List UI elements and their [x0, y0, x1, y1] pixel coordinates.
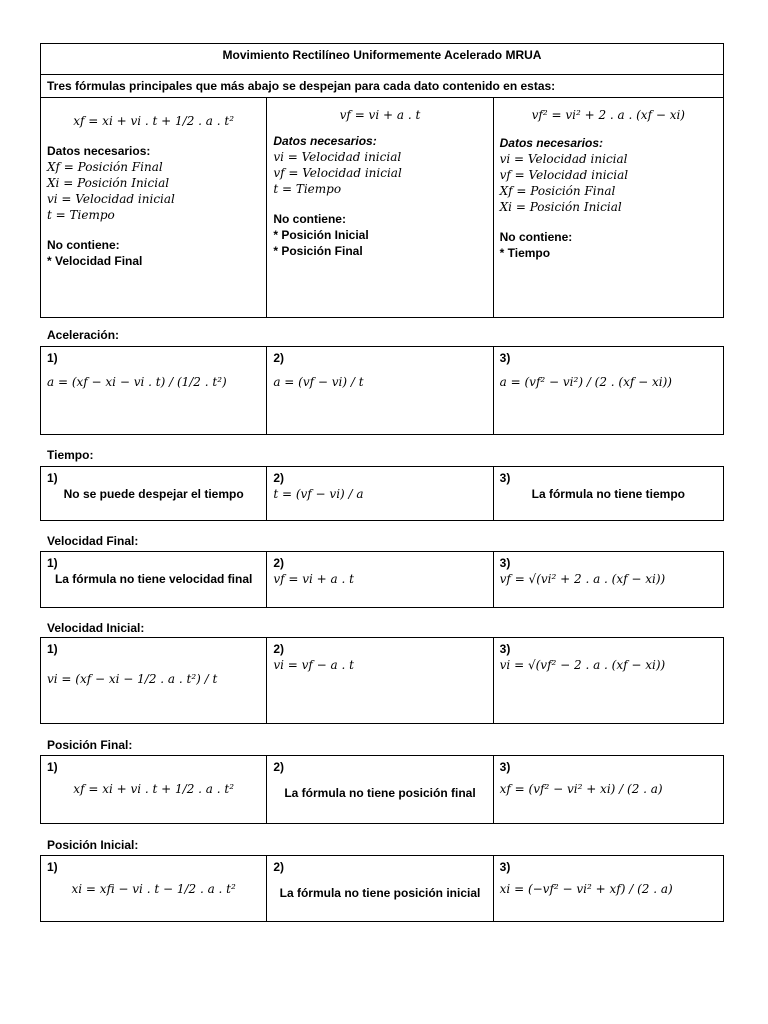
velocidad-final-cell-3 [493, 552, 723, 608]
principal-cell-1 [41, 98, 267, 318]
cell-number: 3) [499, 642, 511, 656]
section-label-velocidad-final: Velocidad Final: [47, 534, 139, 548]
aceleracion-cell-1 [41, 347, 267, 435]
datos-label: Datos necesarios: [273, 134, 377, 148]
formula: vi = vf − a . t [273, 658, 354, 672]
page-subtitle: Tres fórmulas principales que más abajo se despejan para cada dato contenido en estas: [41, 75, 724, 98]
cell-number: 1) [47, 556, 58, 570]
dato-item: vi = Velocidad inicial [47, 192, 175, 206]
no-contiene-item: * Posición Inicial [273, 228, 369, 242]
statement: La fórmula no tiene velocidad final [54, 572, 253, 586]
page-title: Movimiento Rectilíneo Uniformemente Acelerado MRUA [41, 44, 724, 75]
dato-item: Xf = Posición Final [47, 160, 163, 174]
formula: vf = vi + a . t [339, 108, 421, 122]
cell-number: 2) [273, 351, 284, 365]
no-contiene-item: * Velocidad Final [47, 254, 143, 268]
no-contiene-item: * Tiempo [499, 246, 551, 260]
formula: vf = vi + a . t [273, 572, 354, 586]
cell-number: 3) [499, 556, 511, 570]
statement: La fórmula no tiene tiempo [531, 487, 685, 501]
section-label-posicion-inicial: Posición Inicial: [47, 838, 139, 852]
dato-item: Xi = Posición Inicial [47, 176, 170, 190]
posicion-final-cell-3 [493, 756, 723, 824]
velocidad-inicial-cell-1 [41, 638, 267, 724]
no-contiene-label: No contiene: [47, 238, 120, 252]
datos-label: Datos necesarios: [47, 144, 151, 158]
cell-number: 1) [47, 351, 58, 365]
principal-cell-3 [493, 98, 723, 318]
formula: xf = (vf² − vi² + xi) / (2 . a) [499, 782, 663, 796]
formula: xi = xfi − vi . t − 1/2 . a . t² [71, 882, 236, 896]
dato-item: vi = Velocidad inicial [273, 150, 402, 164]
cell-number: 2) [273, 642, 284, 656]
aceleracion-cell-2 [267, 347, 493, 435]
dato-item: vf = Velocidad inicial [273, 166, 402, 180]
cell-number: 3) [499, 351, 511, 365]
posicion-final-table [40, 755, 724, 824]
no-contiene-label: No contiene: [499, 230, 573, 244]
cell-number: 2) [273, 760, 284, 774]
dato-item: t = Tiempo [273, 182, 342, 196]
formula: vf² = vi² + 2 . a . (xf − xi) [531, 108, 685, 122]
posicion-inicial-cell-2 [267, 856, 493, 922]
formula: xf = xi + vi . t + 1/2 . a . t² [73, 782, 235, 796]
cell-number: 2) [273, 471, 284, 485]
cell-number: 1) [47, 471, 58, 485]
velocidad-final-cell-1 [41, 552, 267, 608]
no-contiene-label: No contiene: [273, 212, 346, 226]
dato-item: vi = Velocidad inicial [499, 152, 628, 166]
cell-number: 2) [273, 556, 284, 570]
principal-cell-2 [267, 98, 493, 318]
cell-number: 3) [499, 860, 511, 874]
cell-number: 3) [499, 760, 511, 774]
tiempo-cell-1 [41, 467, 267, 521]
velocidad-inicial-cell-3 [493, 638, 723, 724]
section-label-tiempo: Tiempo: [47, 448, 94, 462]
posicion-final-cell-1 [41, 756, 267, 824]
statement: La fórmula no tiene posición final [284, 786, 476, 800]
velocidad-inicial-cell-2 [267, 638, 493, 724]
tiempo-table [40, 466, 724, 521]
section-label-aceleracion: Aceleración: [47, 328, 120, 342]
cell-number: 1) [47, 860, 58, 874]
cell-number: 1) [47, 642, 58, 656]
statement: La fórmula no tiene posición inicial [279, 886, 481, 900]
aceleracion-cell-3 [493, 347, 723, 435]
dato-item: vf = Velocidad inicial [499, 168, 629, 182]
dato-item: t = Tiempo [47, 208, 115, 222]
velocidad-final-cell-2 [267, 552, 493, 608]
posicion-inicial-cell-1 [41, 856, 267, 922]
principal-formulas-table [40, 43, 724, 318]
formula: vi = (xf − xi − 1/2 . a . t²) / t [47, 672, 218, 686]
formula: t = (vf − vi) / a [273, 487, 364, 501]
formula: a = (vf² − vi²) / (2 . (xf − xi)) [499, 375, 672, 389]
dato-item: Xi = Posición Inicial [499, 200, 622, 214]
formula: a = (xf − xi − vi . t) / (1/2 . t²) [47, 375, 227, 389]
aceleracion-table [40, 346, 724, 435]
velocidad-final-table [40, 551, 724, 608]
formula: a = (vf − vi) / t [273, 375, 364, 389]
tiempo-cell-3 [493, 467, 723, 521]
no-contiene-item: * Posición Final [273, 244, 363, 258]
formula: vf = √(vi² + 2 . a . (xf − xi)) [499, 572, 666, 586]
dato-item: Xf = Posición Final [499, 184, 616, 198]
cell-number: 1) [47, 760, 58, 774]
posicion-inicial-cell-3 [493, 856, 723, 922]
formula: vi = √(vf² − 2 . a . (xf − xi)) [499, 658, 666, 672]
section-label-velocidad-inicial: Velocidad Inicial: [47, 621, 145, 635]
posicion-final-cell-2 [267, 756, 493, 824]
section-label-posicion-final: Posición Final: [47, 738, 133, 752]
statement: No se puede despejar el tiempo [63, 487, 244, 501]
datos-label: Datos necesarios: [499, 136, 604, 150]
posicion-inicial-table [40, 855, 724, 922]
tiempo-cell-2 [267, 467, 493, 521]
cell-number: 3) [499, 471, 511, 485]
formula: xi = (−vf² − vi² + xf) / (2 . a) [499, 882, 673, 896]
cell-number: 2) [273, 860, 284, 874]
formula: xf = xi + vi . t + 1/2 . a . t² [73, 114, 235, 128]
velocidad-inicial-table [40, 637, 724, 724]
